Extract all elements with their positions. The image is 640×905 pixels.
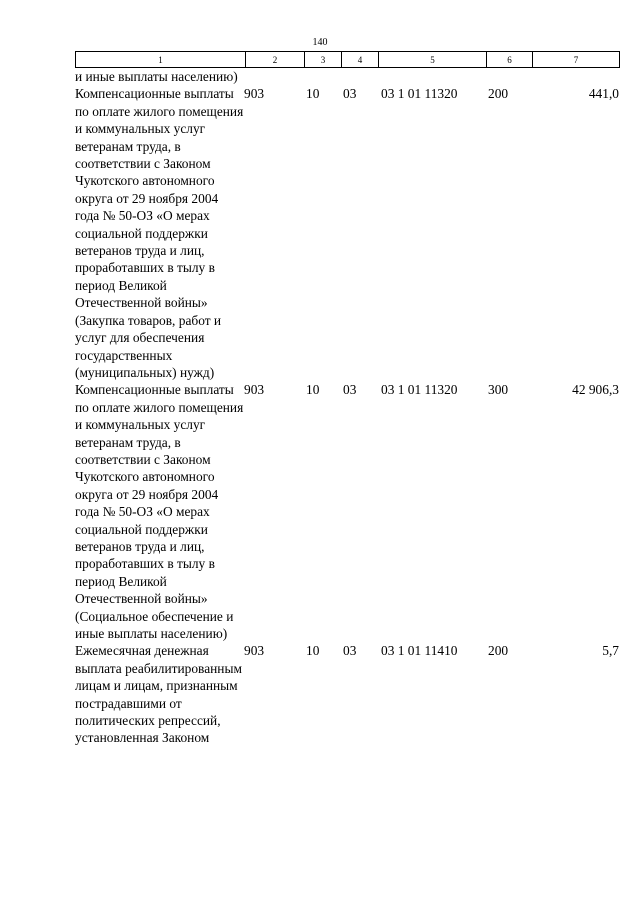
- row-expense-type: 200: [488, 643, 509, 659]
- table-row: [75, 85, 619, 381]
- header-col-2: 2: [246, 52, 305, 68]
- header-col-4: 4: [342, 52, 379, 68]
- row-name: Ежемесячная денежная выплата реабилитированным лицам и лицам, признанным пострадавшими от политических репрессий, установленная Законом: [75, 643, 242, 746]
- row-target-article: 03 1 01 11320: [381, 382, 458, 398]
- row-expense-type: 200: [488, 86, 509, 102]
- row-amount: 441,0: [588, 86, 619, 102]
- row-name: Компенсационные выплаты по оплате жилого помещения и коммунальных услуг ветеранам труда, в соответствии с Законом Чукотского автономного округа от 29 ноября 2004 года № 50-ОЗ «О мерах социальной поддержки ветеранов труда и лиц, проработавших в тылу в период Великой Отечественной войны» (Социальное обеспечение и иные выплаты населению): [75, 382, 244, 641]
- table-row: [75, 642, 619, 746]
- budget-table-body: [75, 68, 619, 747]
- row-target-article: 03 1 01 11320: [381, 86, 458, 102]
- column-number-header: [75, 51, 620, 68]
- header-col-5: 5: [379, 52, 487, 68]
- header-col-3: 3: [305, 52, 342, 68]
- row-section-code: 10: [306, 643, 320, 659]
- page-number: 140: [312, 37, 328, 48]
- row-section-code: 10: [306, 382, 320, 398]
- row-ministry-code: 903: [244, 382, 265, 398]
- row-target-article: 03 1 01 11410: [381, 643, 458, 659]
- row-subsection-code: 03: [343, 643, 357, 659]
- header-col-1: 1: [76, 52, 246, 68]
- row-name: и иные выплаты населению): [75, 69, 238, 84]
- table-row: [75, 68, 619, 85]
- header-col-7: 7: [533, 52, 620, 68]
- row-expense-type: 300: [488, 382, 509, 398]
- row-ministry-code: 903: [244, 86, 265, 102]
- table-row: [75, 381, 619, 642]
- row-amount: 42 906,3: [572, 382, 619, 398]
- header-col-6: 6: [487, 52, 533, 68]
- row-name: Компенсационные выплаты по оплате жилого помещения и коммунальных услуг ветеранам труда, в соответствии с Законом Чукотского автономного округа от 29 ноября 2004 года № 50-ОЗ «О мерах социальной поддержки ветеранов труда и лиц, проработавших в тылу в период Великой Отечественной войны» (Закупка товаров, работ и услуг для обеспечения государственных (муниципальных) нужд): [75, 86, 244, 380]
- row-ministry-code: 903: [244, 643, 265, 659]
- row-subsection-code: 03: [343, 86, 357, 102]
- row-amount: 5,7: [602, 643, 619, 659]
- row-subsection-code: 03: [343, 382, 357, 398]
- row-section-code: 10: [306, 86, 320, 102]
